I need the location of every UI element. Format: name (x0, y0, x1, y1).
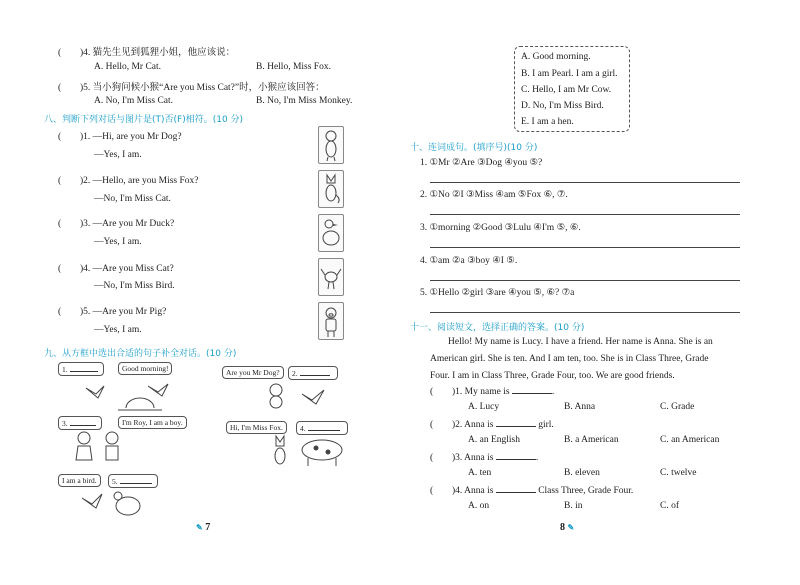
reading-question (430, 419, 554, 430)
question-text: 3. Anna is (455, 453, 494, 463)
pencil-icon: ✎ (567, 523, 575, 532)
pig-picture (318, 302, 344, 340)
option-item: E. I am a hen. (521, 117, 574, 127)
question-text-end: . (551, 387, 555, 397)
bubble-label: 2. (292, 369, 298, 378)
answer-blank[interactable]: ) (80, 176, 84, 186)
answer-blank[interactable]: ) (452, 486, 456, 496)
paren: ( (430, 420, 434, 430)
dialog-answer: —Yes, I am. (94, 325, 142, 335)
section-9-title: 九、从方框中选出合适的句子补全对话。(10 分) (44, 349, 237, 359)
word-order-item: 3. ①morning ②Good ③Lulu ④I'm ⑤, ⑥. (420, 223, 581, 233)
paren: ( (58, 264, 62, 274)
question-text: 4. Anna is (455, 486, 494, 496)
question-text: 1. My name is (455, 387, 510, 397)
dialog-question: 2. —Hello, are you Miss Fox? (83, 176, 199, 186)
question-stem: 4. 猫先生见到狐狸小姐，他应该说： (83, 48, 236, 58)
choice-b: B. a American (564, 435, 619, 445)
choice-c: C. Grade (660, 402, 695, 412)
choice-c: C. twelve (660, 468, 697, 478)
dialog-question: 4. —Are you Miss Cat? (83, 264, 174, 274)
word-order-item: 1. ①Mr ②Are ③Dog ④you ⑤? (420, 158, 543, 168)
dialog-question: 1. —Hi, are you Mr Dog? (83, 132, 182, 142)
paren: ( (58, 132, 62, 142)
speech-bubble: Are you Mr Dog? (222, 366, 284, 379)
pencil-icon: ✎ (196, 523, 203, 532)
question-stem: 5. 当小狗问候小猴“Are you Miss Cat?”时，小猴应该回答： (83, 83, 325, 93)
page-number (560, 522, 574, 533)
scene-dog-bird (266, 380, 330, 410)
reading-question (430, 485, 633, 496)
bubble-label: 4. (300, 424, 306, 433)
answer-blank[interactable]: ) (452, 420, 456, 430)
section-10-title: 十、连词成句。(填序号)(10 分) (410, 143, 538, 153)
reading-question (430, 386, 554, 397)
scene-fox-cow (270, 432, 354, 468)
paren: ( (58, 219, 62, 229)
list-item (58, 219, 174, 229)
dialog-answer: —Yes, I am. (94, 150, 142, 160)
choice-c: C. of (660, 501, 679, 511)
blank-bubble-3[interactable] (58, 416, 102, 430)
question-4 (58, 44, 235, 58)
word-order-item: 5. ①Hello ②girl ③are ④you ⑤, ⑥? ⑦a (420, 288, 575, 298)
choice-a: A. Lucy (468, 402, 500, 412)
answer-line[interactable] (430, 312, 740, 313)
option-item: C. Hello, I am Mr Cow. (521, 85, 612, 95)
answer-blank[interactable]: ) (80, 83, 84, 93)
paren: ( (58, 307, 62, 317)
answer-blank[interactable]: ) (80, 307, 84, 317)
option-b: B. No, I'm Miss Monkey. (256, 96, 353, 106)
fill-blank[interactable] (512, 386, 552, 394)
choice-b: B. eleven (564, 468, 600, 478)
speech-bubble: I am a bird. (58, 474, 101, 487)
page-number (196, 522, 210, 533)
choice-b: B. in (564, 501, 583, 511)
blank-bubble-1[interactable] (58, 362, 104, 376)
option-item: D. No, I'm Miss Bird. (521, 101, 604, 111)
passage-line: American girl. She is ten. And I am ten, too. She is in Class Three, Grade (430, 354, 709, 364)
scene-sunrise-birds (78, 378, 178, 414)
paren: ( (58, 176, 62, 186)
list-item (58, 307, 166, 317)
answer-blank[interactable]: ) (80, 264, 84, 274)
answer-paren-open: ( (58, 83, 62, 93)
passage-line: Hello! My name is Lucy. I have a friend. Her name is Anna. She is an (448, 337, 713, 347)
answer-paren-open: ( (58, 48, 62, 58)
word-order-item: 4. ①am ②a ③boy ④I ⑤. (420, 256, 518, 266)
answer-blank[interactable]: ) (452, 387, 456, 397)
dialog-answer: —Yes, I am. (94, 237, 142, 247)
section-8-title: 八、判断下列对话与图片是(T)否(F)相符。(10 分) (44, 115, 244, 125)
dialog-question: 3. —Are you Mr Duck? (83, 219, 175, 229)
fill-blank[interactable] (496, 452, 536, 460)
paren: ( (430, 453, 434, 463)
speech-bubble: Good morning! (118, 362, 172, 375)
question-text-end: girl. (538, 420, 554, 430)
choice-b: B. Anna (564, 402, 596, 412)
paren: ( (430, 486, 434, 496)
choice-c: C. an American (660, 435, 720, 445)
duck-picture (318, 214, 344, 252)
bubble-label: 3. (62, 419, 68, 428)
dialog-answer: —No, I'm Miss Bird. (94, 281, 175, 291)
dialog-question: 5. —Are you Mr Pig? (83, 307, 167, 317)
dialog-answer: —No, I'm Miss Cat. (94, 194, 171, 204)
option-item: B. I am Pearl. I am a girl. (521, 69, 618, 79)
choice-a: A. ten (468, 468, 492, 478)
bubble-label: 5. (112, 477, 118, 486)
fox-picture (318, 170, 344, 208)
answer-line[interactable] (430, 214, 740, 215)
speech-bubble: Hi, I'm Miss Fox. (226, 421, 287, 434)
dog-picture (318, 126, 344, 164)
question-text-end: . (535, 453, 539, 463)
word-order-item: 2. ①No ②I ③Miss ④am ⑤Fox ⑥, ⑦. (420, 190, 568, 200)
option-b: B. Hello, Miss Fox. (256, 62, 331, 72)
blank-bubble-2[interactable] (288, 366, 338, 380)
list-item (58, 176, 198, 186)
list-item (58, 264, 174, 274)
page-number-value: 7 (205, 522, 211, 533)
reading-question (430, 452, 538, 463)
question-5 (58, 79, 325, 93)
scene-bird-hen (78, 488, 158, 518)
bird-picture (318, 258, 344, 296)
passage-line: Four. I am in Class Three, Grade Four, too. We are good friends. (430, 371, 675, 381)
answer-line[interactable] (430, 247, 740, 248)
option-item: A. Good morning. (521, 52, 591, 62)
choice-a: A. an English (468, 435, 520, 445)
question-text: 2. Anna is (455, 420, 494, 430)
fill-blank[interactable] (496, 485, 536, 493)
answer-line[interactable] (430, 280, 740, 281)
paren: ( (430, 387, 434, 397)
list-item (58, 132, 182, 142)
answer-blank[interactable]: ) (80, 132, 84, 142)
choice-a: A. on (468, 501, 490, 511)
blank-bubble-5[interactable] (108, 474, 158, 488)
bubble-label: 1. (62, 365, 68, 374)
answer-line[interactable] (430, 182, 740, 183)
speech-bubble: I'm Roy, I am a boy. (118, 416, 187, 429)
page-number-value: 8 (560, 522, 565, 533)
option-a: A. No, I'm Miss Cat. (94, 96, 174, 106)
option-a: A. Hello, Mr Cat. (94, 62, 162, 72)
answer-blank[interactable]: ) (80, 219, 84, 229)
answer-blank[interactable]: ) (80, 48, 84, 58)
question-text-end: Class Three, Grade Four. (538, 486, 634, 496)
section-11-title: 十一、阅读短文，选择正确的答案。(10 分) (410, 323, 585, 333)
scene-girl-boy (70, 430, 130, 470)
answer-blank[interactable]: ) (452, 453, 456, 463)
fill-blank[interactable] (496, 419, 536, 427)
